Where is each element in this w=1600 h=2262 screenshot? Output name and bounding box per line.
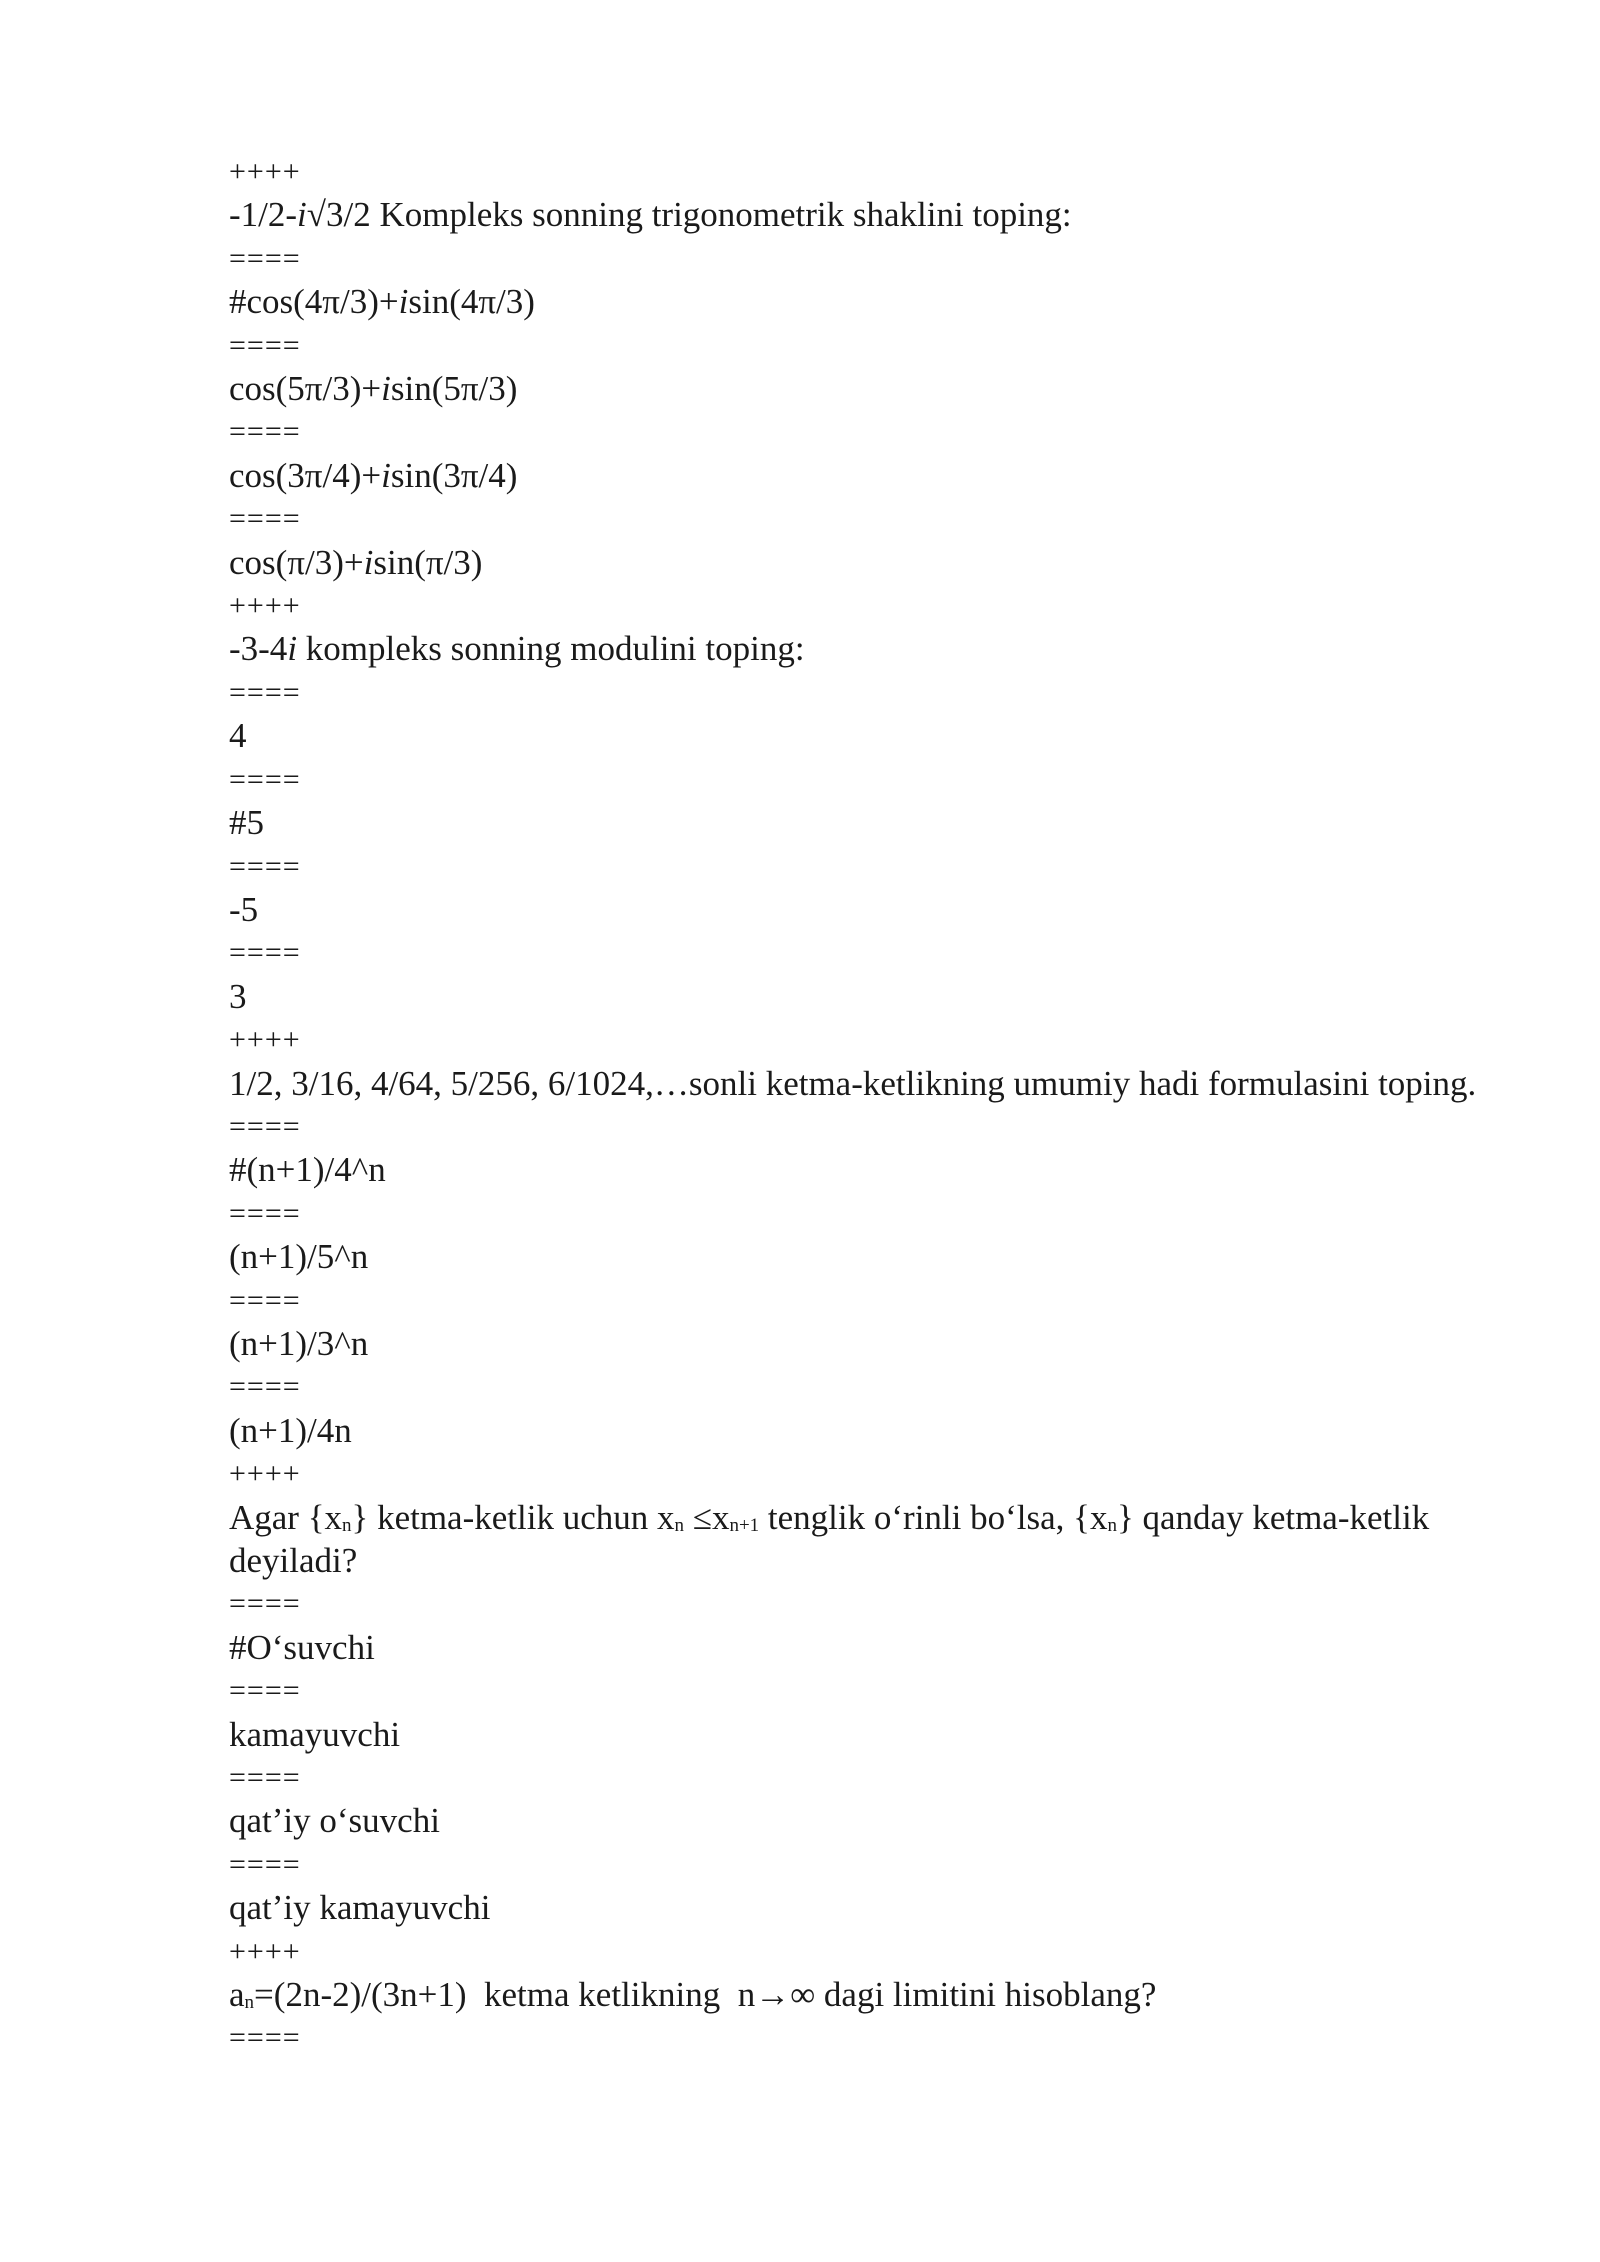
answer-option: qat’iy kamayuvchi (229, 1888, 491, 1928)
imaginary-unit: i (363, 542, 374, 582)
prompt-text: tenglik o‘rinli bo‘lsa, {x (759, 1497, 1108, 1537)
question-prompt: 1/2, 3/16, 4/64, 5/256, 6/1024,…sonli ketma-ketlikning umumiy hadi formulasini toping. (229, 1063, 1477, 1103)
option-separator: ==== (229, 1283, 301, 1317)
question-prompt (229, 1973, 1479, 2016)
question-marker: ++++ (229, 1023, 301, 1057)
option-separator: ==== (229, 1587, 301, 1621)
answer-option: 3 (229, 976, 247, 1016)
option-separator: ==== (229, 1847, 301, 1881)
prompt-text: Agar {x (229, 1497, 343, 1537)
answer-option: (n+1)/4n (229, 1410, 352, 1450)
option-text: sin(4π/3) (408, 282, 535, 322)
prompt-text: } qanday ketma-ketlik deyiladi? (229, 1497, 1430, 1580)
answer-option: #O‘suvchi (229, 1627, 375, 1667)
answer-option (229, 280, 1479, 323)
option-separator: ==== (229, 415, 301, 449)
option-separator: ==== (229, 849, 301, 883)
option-text: cos(5π/3)+ (229, 369, 382, 409)
imaginary-unit: i (287, 629, 298, 669)
question-prompt (229, 627, 1479, 670)
option-separator: ==== (229, 1109, 301, 1143)
answer-option: kamayuvchi (229, 1714, 401, 1754)
subscript: n (244, 1992, 255, 2014)
option-text: cos(3π/4)+ (229, 455, 382, 495)
prompt-text: kompleks sonning modulini toping: (297, 629, 805, 669)
question-marker: ++++ (229, 1457, 301, 1491)
option-separator: ==== (229, 328, 301, 362)
option-separator: ==== (229, 1370, 301, 1404)
option-separator: ==== (229, 502, 301, 536)
option-separator: ==== (229, 2021, 301, 2055)
answer-option: 4 (229, 716, 247, 756)
answer-option: -5 (229, 889, 259, 929)
answer-option: #(n+1)/4^n (229, 1150, 386, 1190)
option-text: sin(3π/4) (390, 455, 518, 495)
answer-option (229, 367, 1479, 410)
prompt-text: -3-4 (229, 629, 288, 669)
answer-option: qat’iy o‘suvchi (229, 1801, 440, 1841)
answer-option (229, 454, 1479, 497)
prompt-text: =(2n-2)/(3n+1) ketma ketlikning n→∞ dagi limitini hisoblang? (254, 1975, 1157, 2015)
question-marker: ++++ (229, 1934, 301, 1968)
option-separator: ==== (229, 762, 301, 796)
imaginary-unit: i (398, 282, 409, 322)
prompt-text: √3/2 Kompleks sonning trigonometrik shaklini toping: (306, 195, 1072, 235)
question-marker: ++++ (229, 589, 301, 623)
imaginary-unit: i (381, 369, 391, 409)
prompt-text: } ketma-ketlik uchun x (351, 1497, 675, 1537)
prompt-text: a (229, 1975, 245, 2015)
prompt-text: -1/2- (229, 195, 298, 235)
option-separator: ==== (229, 675, 301, 709)
answer-option: (n+1)/5^n (229, 1237, 369, 1277)
option-separator: ==== (229, 1761, 301, 1795)
option-text: cos(π/3)+ (229, 542, 364, 582)
option-separator: ==== (229, 1674, 301, 1708)
answer-option: #5 (229, 803, 264, 843)
answer-option: (n+1)/3^n (229, 1323, 369, 1363)
question-prompt (229, 1496, 1479, 1583)
answer-option (229, 541, 1479, 584)
option-separator: ==== (229, 241, 301, 275)
question-prompt (229, 193, 1479, 236)
option-separator: ==== (229, 936, 301, 970)
option-separator: ==== (229, 1196, 301, 1230)
subscript: n (342, 1514, 352, 1536)
document-body (229, 150, 1479, 2060)
imaginary-unit: i (297, 195, 307, 235)
imaginary-unit: i (381, 455, 391, 495)
subscript: n+1 (729, 1514, 760, 1536)
subscript: n (1107, 1514, 1117, 1536)
subscript: n (674, 1514, 684, 1536)
option-text: sin(π/3) (373, 542, 483, 582)
option-text: #cos(4π/3)+ (229, 282, 399, 322)
option-text: sin(5π/3) (390, 369, 518, 409)
question-marker: ++++ (229, 155, 301, 188)
prompt-text: ≤x (683, 1497, 730, 1537)
